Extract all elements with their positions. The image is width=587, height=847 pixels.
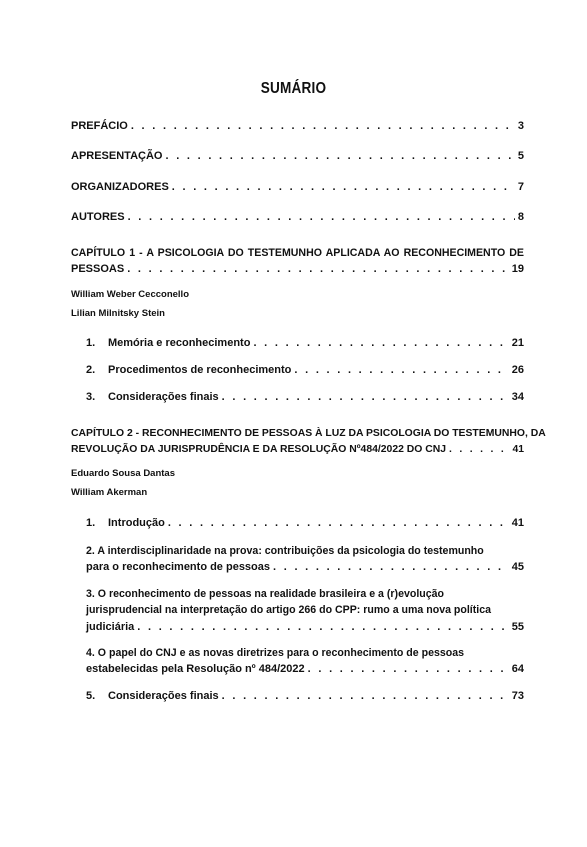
- leader-dots: [222, 389, 509, 405]
- leader-dots: [273, 559, 509, 575]
- leader-dots: [165, 148, 514, 164]
- section-label-line1: A interdisciplinaridade na prova: contribuições da psicologia do testemunho: [97, 545, 484, 557]
- leader-dots: [308, 661, 509, 677]
- chapter1-section-2[interactable]: [86, 362, 524, 378]
- section-number: 3.: [86, 391, 96, 403]
- section-number: 1.: [86, 337, 96, 349]
- toc-title: SUMÁRIO: [260, 80, 327, 97]
- section-number: 1.: [86, 517, 96, 529]
- chapter2-section-5[interactable]: [86, 688, 524, 704]
- section-page: 55: [511, 621, 524, 633]
- leader-dots: [128, 209, 515, 225]
- chapter2-title-line2[interactable]: [71, 442, 524, 458]
- leader-dots: [172, 179, 515, 195]
- section-label: Introdução: [108, 517, 165, 529]
- section-number: 2.: [86, 545, 95, 557]
- section-page: 64: [511, 663, 524, 675]
- entry-page: 41: [512, 444, 524, 455]
- chapter2-section-1[interactable]: [86, 515, 524, 531]
- chapter2-author-1: Eduardo Sousa Dantas: [71, 468, 175, 479]
- leader-dots: [131, 118, 515, 134]
- section-number: 5.: [86, 690, 96, 702]
- entry-page: 5: [517, 150, 524, 162]
- section-page: 73: [511, 690, 524, 702]
- chapter2-section-4-line2[interactable]: [86, 661, 524, 677]
- section-label: Procedimentos de reconhecimento: [108, 364, 292, 376]
- section-number: 2.: [86, 364, 96, 376]
- toc-entry-apresentacao[interactable]: [71, 148, 524, 164]
- chapter2-title-line1[interactable]: CAPÍTULO 2 - RECONHECIMENTO DE PESSOAS À LUZ DA PSICOLOGIA DO TESTEMUNHO, DA: [71, 428, 546, 439]
- toc-entry-autores[interactable]: [71, 209, 524, 225]
- section-label: Considerações finais: [108, 391, 219, 403]
- chapter2-section-3-line1[interactable]: [86, 586, 524, 602]
- toc-entry-organizadores[interactable]: [71, 179, 524, 195]
- chapter2-section-4-line1[interactable]: [86, 645, 524, 661]
- chapter1-section-3[interactable]: [86, 389, 524, 405]
- leader-dots: [168, 515, 509, 531]
- chapter2-section-3-line3[interactable]: [86, 619, 524, 635]
- chapter1-title-line1[interactable]: CAPÍTULO 1 - A PSICOLOGIA DO TESTEMUNHO APLICADA AO RECONHECIMENTO DE: [71, 247, 524, 259]
- entry-label: APRESENTAÇÃO: [71, 150, 163, 162]
- section-page: 34: [511, 391, 524, 403]
- chapter2-section-3-line2[interactable]: jurisprudencial na interpretação do artigo 266 do CPP: rumo a uma nova política: [86, 604, 492, 616]
- section-label-line1: O reconhecimento de pessoas na realidade brasileira e a (r)evolução: [97, 588, 444, 600]
- chapter2-section-2-line1[interactable]: [86, 543, 524, 559]
- section-page: 45: [511, 561, 524, 573]
- chapter2-section-2-line2[interactable]: [86, 559, 524, 575]
- leader-dots: [449, 442, 509, 458]
- leader-dots: [137, 619, 508, 635]
- entry-page: 3: [517, 120, 524, 132]
- entry-page: 7: [517, 181, 524, 193]
- entry-label: ORGANIZADORES: [71, 181, 169, 193]
- entry-page: 19: [511, 263, 524, 275]
- toc-entry-prefacio[interactable]: [71, 118, 524, 134]
- section-number: 4.: [86, 647, 95, 659]
- section-label: Considerações finais: [108, 690, 219, 702]
- leader-dots: [222, 688, 509, 704]
- chapter1-section-1[interactable]: [86, 335, 524, 351]
- leader-dots: [253, 335, 508, 351]
- chapter1-author-1: William Weber Cecconello: [71, 289, 189, 300]
- entry-page: 8: [517, 211, 524, 223]
- section-page: 41: [511, 517, 524, 529]
- entry-label: PREFÁCIO: [71, 120, 128, 132]
- section-page: 21: [511, 337, 524, 349]
- chapter1-author-2: Lilian Milnitsky Stein: [71, 308, 165, 319]
- entry-label: PESSOAS: [71, 263, 125, 275]
- section-label-line3: judiciária: [86, 621, 135, 633]
- leader-dots: [294, 362, 508, 378]
- section-page: 26: [511, 364, 524, 376]
- entry-label: REVOLUÇÃO DA JURISPRUDÊNCIA E DA RESOLUÇÃO Nº484/2022 DO CNJ: [71, 444, 447, 455]
- chapter2-author-2: William Akerman: [71, 487, 148, 498]
- section-label-line2: estabelecidas pela Resolução nº 484/2022: [86, 663, 305, 675]
- section-label-line2: para o reconhecimento de pessoas: [86, 561, 271, 573]
- section-label-line1: O papel do CNJ e as novas diretrizes para o reconhecimento de pessoas: [97, 647, 464, 659]
- section-label: Memória e reconhecimento: [108, 337, 251, 349]
- section-number: 3.: [86, 588, 95, 600]
- leader-dots: [127, 261, 509, 277]
- entry-label: AUTORES: [71, 211, 125, 223]
- chapter1-title-line2[interactable]: [71, 261, 524, 277]
